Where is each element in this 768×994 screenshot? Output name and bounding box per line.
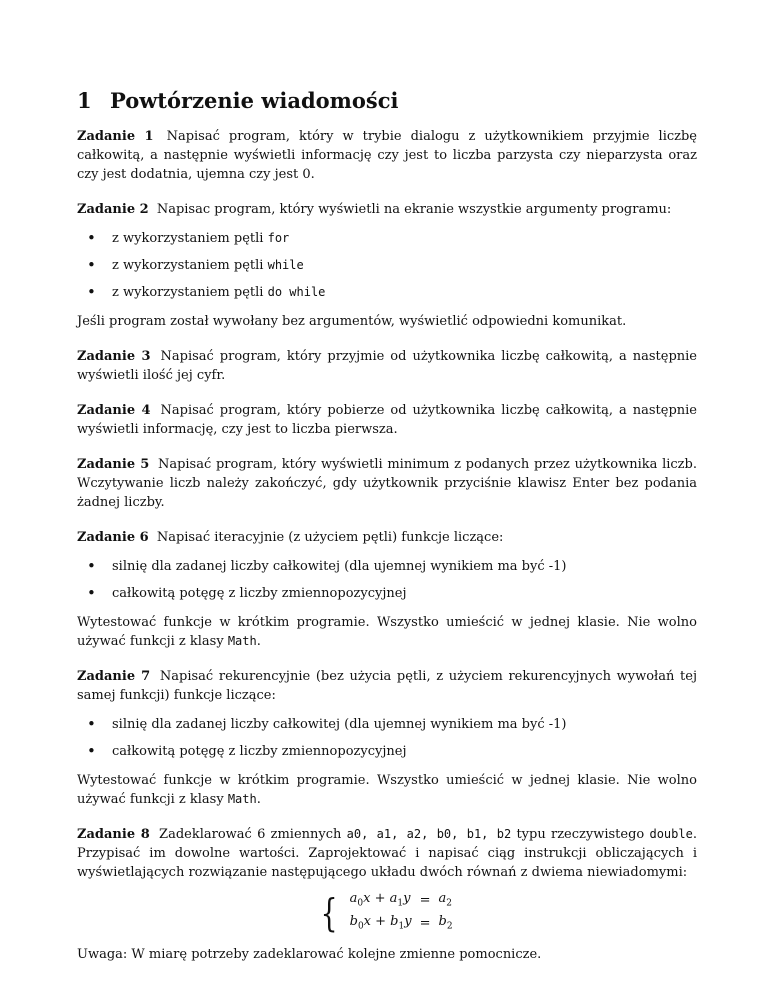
task-text: typu rzeczywistego	[511, 827, 650, 842]
code-variables: a0, a1, a2, b0, b1, b2	[346, 827, 512, 841]
task-2-after: Jeśli program został wywołany bez argumentów, wyświetlić odpowiedni komunikat.	[77, 314, 627, 329]
task-text: Napisać iteracyjnie (z użyciem pętli) funkcje liczące:	[156, 530, 504, 545]
task-label: Zadanie 1	[77, 129, 154, 144]
section-title: Powtórzenie wiadomości	[110, 88, 399, 113]
document-page	[77, 88, 697, 980]
task-2-bullets	[77, 229, 697, 302]
list-item	[77, 283, 697, 302]
section-heading	[77, 88, 697, 113]
code-keyword: Math	[227, 634, 257, 648]
bullet-text: całkowitą potęgę z liczby zmiennopozycyjnej	[112, 744, 407, 759]
equation-rhs: $b_2$	[438, 913, 453, 932]
task-7-after	[77, 771, 697, 809]
task-text: . Przypisać im dowolne wartości. Zaprojektować i napisać ciąg instrukcji obliczających i wyświetlających rozwiązanie następującego układu dwóch równań z dwiema niewiadomymi:	[77, 827, 697, 880]
list-item	[77, 256, 697, 275]
code-keyword: for	[267, 231, 290, 245]
task-text: Zadeklarować 6 zmiennych	[159, 827, 347, 842]
bullet-text: z wykorzystaniem pętli	[112, 231, 268, 246]
task-3	[77, 347, 697, 385]
task-2	[77, 200, 697, 219]
task-text: Napisać rekurencyjnie (bez użycia pętli, z użyciem rekurencyjnych wywołań tej samej funkcji) funkcje liczące:	[77, 669, 697, 703]
task-5	[77, 455, 697, 512]
task-label: Zadanie 3	[77, 349, 151, 364]
task-text: Napisać program, który przyjmie od użytkownika liczbę całkowitą, a następnie wyświetli ilość jej cyfr.	[77, 349, 697, 383]
task-text: Napisać program, który w trybie dialogu z użytkownikiem przyjmie liczbę całkowitą, a następnie wyświetli informację czy jest to liczba parzysta czy nieparzysta oraz czy jest dodatnia, ujemna czy jest 0.	[77, 129, 697, 182]
bullet-text: silnię dla zadanej liczby całkowitej (dla ujemnej wynikiem ma być -1)	[112, 559, 567, 574]
task-1	[77, 127, 697, 184]
equation-row	[346, 890, 457, 913]
equation-rhs: $a_2$	[438, 891, 452, 909]
equation-system	[77, 890, 697, 935]
code-keyword: while	[267, 258, 304, 272]
equation-row	[346, 913, 457, 936]
task-label: Zadanie 2	[77, 202, 149, 217]
punctuation: .	[256, 634, 261, 649]
equals-sign: =	[419, 915, 431, 931]
code-keyword: Math	[227, 792, 257, 806]
task-4	[77, 401, 697, 439]
task-6-bullets	[77, 557, 697, 603]
task-text: Napisać program, który wyświetli minimum z podanych przez użytkownika liczb. Wczytywanie liczb należy zakończyć, gdy użytkownik przyciśnie klawisz Enter bez podania żadnej liczby.	[77, 457, 697, 510]
code-keyword: do while	[267, 285, 326, 299]
bullet-text: z wykorzystaniem pętli	[112, 285, 268, 300]
task-6	[77, 528, 697, 547]
task-label: Zadanie 5	[77, 457, 150, 472]
code-type: double	[649, 827, 693, 841]
bullet-text: z wykorzystaniem pętli	[112, 258, 268, 273]
task-text: Napisać program, który pobierze od użytkownika liczbę całkowitą, a następnie wyświetli informację, czy jest to liczba pierwsza.	[77, 403, 697, 437]
paragraph-text: Wytestować funkcje w krótkim programie. Wszystko umieścić w jednej klasie. Nie wolno używać funkcji z klasy	[77, 615, 697, 649]
left-brace-icon: {	[321, 890, 338, 935]
task-6-after	[77, 613, 697, 651]
task-label: Zadanie 7	[77, 669, 151, 684]
equation-table	[346, 890, 457, 935]
list-item	[77, 715, 697, 734]
task-label: Zadanie 6	[77, 530, 149, 545]
task-label: Zadanie 4	[77, 403, 151, 418]
task-text: Napisac program, który wyświetli na ekranie wszystkie argumenty programu:	[156, 202, 672, 217]
list-item	[77, 557, 697, 576]
list-item	[77, 229, 697, 248]
task-7	[77, 667, 697, 705]
paragraph-text: Wytestować funkcje w krótkim programie. Wszystko umieścić w jednej klasie. Nie wolno używać funkcji z klasy	[77, 773, 697, 807]
list-item	[77, 584, 697, 603]
task-7-bullets	[77, 715, 697, 761]
task-8-note: Uwaga: W miarę potrzeby zadeklarować kolejne zmienne pomocnicze.	[77, 947, 542, 963]
punctuation: .	[256, 792, 261, 807]
task-label: Zadanie 8	[77, 827, 150, 842]
bullet-text: całkowitą potęgę z liczby zmiennopozycyjnej	[112, 586, 407, 601]
section-number: 1	[77, 88, 92, 113]
equation-lhs: $b_0x + b_1y$	[349, 913, 412, 932]
bullet-text: silnię dla zadanej liczby całkowitej (dla ujemnej wynikiem ma być -1)	[112, 717, 567, 732]
task-8	[77, 825, 697, 882]
equation-lhs: $a_0x + a_1y$	[349, 891, 411, 909]
equals-sign: =	[419, 893, 431, 909]
list-item	[77, 742, 697, 761]
